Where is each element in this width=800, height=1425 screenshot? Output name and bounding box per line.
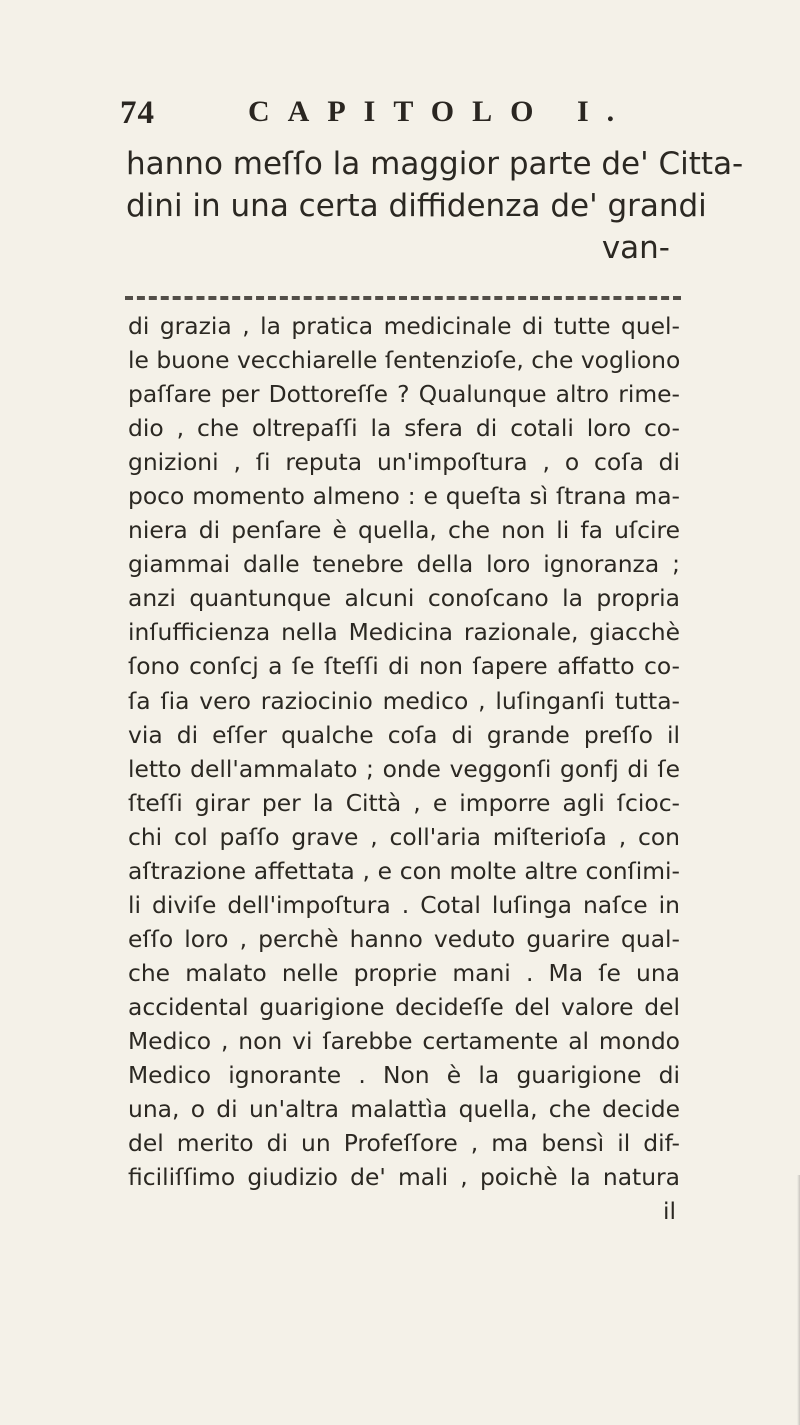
main-text-line: dini in una certa diffidenza de' grandi <box>126 188 707 224</box>
note-text-line: ficiliſſimo giudizio de' mali , poichè la natura <box>128 1163 680 1192</box>
note-text-line: le buone vecchiarelle ſentenzioſe, che vogliono <box>128 346 681 375</box>
note-text-line: eſſo loro , perchè hanno veduto guarire qual- <box>128 924 680 953</box>
note-text-line: aſtrazione affettata , e con molte altre conſimi- <box>128 856 680 885</box>
note-text-line: anzi quantunque alcuni conoſcano la propria <box>128 584 680 613</box>
main-text-line: hanno meſſo la maggior parte de' Citta- <box>126 146 744 182</box>
note-text-line: Medico ignorante . Non è la guarigione di <box>128 1061 680 1090</box>
note-text-line: letto dell'ammalato ; onde veggonſi gonfj di ſe <box>128 754 680 783</box>
catchword: il <box>663 1197 676 1226</box>
note-text-line: di grazia , la pratica medicinale di tutte quel- <box>128 312 680 340</box>
note-text-line: ſteſſi girar per la Città , e imporre agli ſcioc- <box>128 788 680 817</box>
page-number: 74 <box>120 95 155 131</box>
catchword: van- <box>601 230 670 266</box>
note-text-line: ſa ſia vero raziocinio medico , luſinganſi tutta- <box>128 686 680 715</box>
note-text-line: accidental guarigione decideſſe del valore del <box>128 992 680 1021</box>
note-text-line: paſſare per Dottoreſſe ? Qualunque altro rime- <box>128 380 680 409</box>
chapter-title: CAPITOLO I. <box>248 95 633 128</box>
note-text-line: gnizioni , ſi reputa un'impoſtura , o coſa di <box>128 448 680 477</box>
note-text-line: niera di penſare è quella, che non li fa uſcire <box>128 516 680 545</box>
note-text-line: chi col paſſo grave , coll'aria miſterioſa , con <box>128 822 680 851</box>
note-text-line: del merito di un Profeſſore , ma bensì il dif- <box>128 1129 680 1158</box>
note-text-line: giammai dalle tenebre della loro ignoranza ; <box>128 550 680 579</box>
note-text-line: Medico , non vi ſarebbe certamente al mondo <box>128 1026 680 1055</box>
note-text-line: via di eſſer qualche coſa di grande preſſo il <box>128 720 680 749</box>
note-text-line: che malato nelle proprie mani . Ma ſe una <box>128 958 680 987</box>
note-text-block <box>128 309 680 1228</box>
note-text-line: li diviſe dell'impoſtura . Cotal luſinga naſce in <box>128 890 680 919</box>
note-text-line: inſufficienza nella Medicina razionale, giacchè <box>128 618 680 647</box>
section-divider <box>125 296 681 300</box>
note-text-line: dio , che oltrepaſſi la sfera di cotali loro co- <box>128 414 680 443</box>
main-text-block <box>126 143 744 269</box>
running-head <box>120 95 680 135</box>
note-text-line: una, o di un'altra malattìa quella, che decide <box>128 1095 680 1124</box>
note-text-line: poco momento almeno : e queſta sì ſtrana ma- <box>128 482 680 511</box>
note-text-line: ſono conſcj a ſe ſteſſi di non ſapere affatto co- <box>128 652 680 681</box>
